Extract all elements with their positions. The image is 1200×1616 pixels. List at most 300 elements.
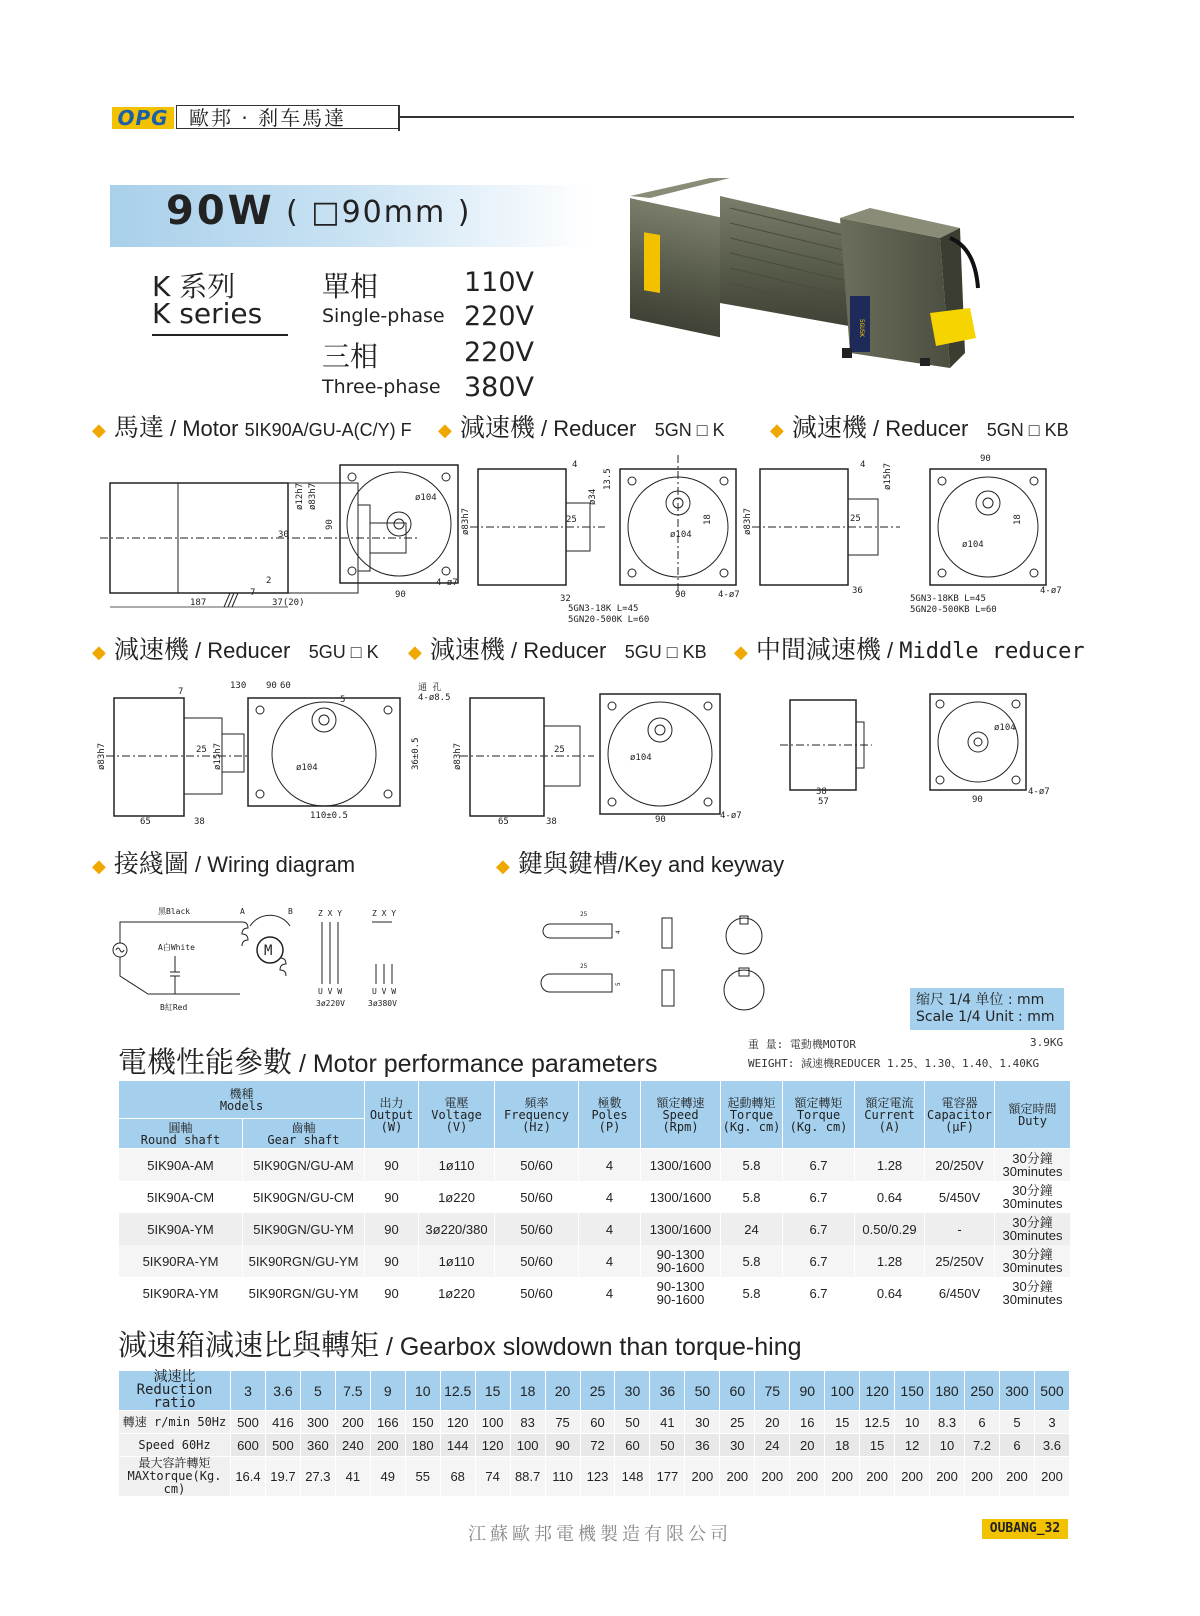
gear-cell: 15 <box>475 1371 510 1411</box>
voltage-220-three: 220V <box>464 337 535 368</box>
gear-cell: 83 <box>510 1411 545 1434</box>
dim-90-kb: 90 <box>980 454 991 464</box>
gear-cell: 110 <box>545 1457 580 1497</box>
gear-cell: 36 <box>650 1371 685 1411</box>
series-underline <box>152 334 288 336</box>
dim-2: 2 <box>266 576 272 586</box>
perf-cell: 90 <box>365 1213 419 1245</box>
perf-cell: 90-1300 90-1600 <box>641 1277 721 1309</box>
weight-motor-value: 3.9KG <box>1030 1036 1064 1049</box>
perf-cell: 5.8 <box>721 1181 783 1213</box>
perf-cell: 5.8 <box>721 1245 783 1277</box>
dim-90-mid: 90 <box>972 795 983 805</box>
gear-cell: 166 <box>370 1411 405 1434</box>
gear-cell: 200 <box>965 1457 1000 1497</box>
gear-cell: 36 <box>685 1434 720 1457</box>
dim-104-kb: ø104 <box>962 540 984 550</box>
perf-cell: 6/450V <box>925 1277 995 1309</box>
perf-cell: 4 <box>579 1149 641 1182</box>
power-title: 90W <box>166 188 275 234</box>
dim-104-gukb: ø104 <box>630 753 652 763</box>
perf-cell: 4 <box>579 1245 641 1277</box>
wire-b: B <box>288 907 293 916</box>
gear-cell: 50 <box>650 1434 685 1457</box>
gear-cell: 90 <box>790 1371 825 1411</box>
wiring-uvw-2: U V W <box>372 987 397 996</box>
gear-cell: 200 <box>860 1457 895 1497</box>
perf-cell: 50/60 <box>495 1277 579 1309</box>
diamond-bullet-icon: ◆ <box>438 420 452 440</box>
reducer-5gukb-heading: ◆ 減速機 / Reducer 5GU □ KB <box>408 635 707 664</box>
frame-size: ( □90mm ) <box>286 195 472 230</box>
gear-cell: 74 <box>475 1457 510 1497</box>
perf-cell: 90 <box>365 1245 419 1277</box>
gear-cell: 25 <box>720 1411 755 1434</box>
dim-65-kb: 65 <box>498 817 509 827</box>
perf-cell: 90 <box>365 1277 419 1309</box>
dim-4-7-kb: 4-ø7 <box>1040 586 1062 596</box>
perf-cell: 5IK90RGN/GU-YM <box>243 1245 365 1277</box>
dim-18-kb: 18 <box>1013 514 1023 525</box>
gear-cell: 3.6 <box>265 1371 300 1411</box>
dim-110: 110±0.5 <box>310 811 348 821</box>
wire-black: 黑Black <box>158 907 191 916</box>
gear-cell: 75 <box>755 1371 790 1411</box>
perf-cell: 5/450V <box>925 1181 995 1213</box>
perf-cell: 0.64 <box>855 1277 925 1309</box>
gear-cell: 200 <box>720 1457 755 1497</box>
gear-cell: 200 <box>335 1411 370 1434</box>
perf-cell: 1300/1600 <box>641 1213 721 1245</box>
dim-25-gukb: 25 <box>554 745 565 755</box>
diamond-bullet-icon: ◆ <box>770 420 784 440</box>
series-zh: K 系列 <box>152 270 236 303</box>
performance-table <box>118 1080 1071 1309</box>
perf-cell: 4 <box>579 1213 641 1245</box>
gear-cell: 300 <box>999 1371 1034 1411</box>
gear-cell: 55 <box>405 1457 440 1497</box>
perf-row <box>119 1245 1071 1277</box>
gear-cell: 5 <box>999 1411 1034 1434</box>
motor-symbol: M <box>264 943 273 959</box>
diamond-bullet-icon: ◆ <box>734 642 748 662</box>
perf-cell: 1.28 <box>855 1149 925 1182</box>
gear-cell: 180 <box>405 1434 440 1457</box>
gear-cell: 60 <box>720 1371 755 1411</box>
perf-duty-cell: 30分鐘 30minutes <box>995 1213 1071 1245</box>
dim-60: 60 <box>280 681 291 691</box>
gear-cell: 6 <box>999 1434 1034 1457</box>
dim-38-mid: 38 <box>816 787 827 797</box>
gear-cell: 60 <box>580 1411 615 1434</box>
voltage-110: 110V <box>464 267 535 298</box>
page-header-title: 歐邦 · 刹车馬達 <box>176 105 398 129</box>
perf-cell: 1300/1600 <box>641 1149 721 1182</box>
motor-label-text: 5GU5K <box>858 318 865 338</box>
gear-cell: 75 <box>545 1411 580 1434</box>
perf-cell: 5IK90RA-YM <box>119 1277 243 1309</box>
middle-reducer-heading: ◆ 中間減速機 / Middle reducer <box>734 635 1085 664</box>
gear-row-speed50 <box>119 1411 1070 1434</box>
key-25-a: 25 <box>580 911 588 918</box>
wiring-uvw-1: U V W <box>318 987 343 996</box>
gear-cell: 150 <box>895 1371 930 1411</box>
perf-row <box>119 1149 1071 1182</box>
perf-cell: 5IK90GN/GU-YM <box>243 1213 365 1245</box>
page-number: OUBANG_32 <box>982 1519 1068 1539</box>
gn-kb-note2: 5GN20-500KB L=60 <box>910 605 997 615</box>
gear-cell: 9 <box>370 1371 405 1411</box>
gear-cell: 27.3 <box>300 1457 335 1497</box>
dim-36-05: 36±0.5 <box>411 737 421 770</box>
gear-cell: 300 <box>300 1411 335 1434</box>
perf-cell: 20/250V <box>925 1149 995 1182</box>
gear-cell: 177 <box>650 1457 685 1497</box>
dim-30: 30 <box>278 530 289 540</box>
dim-25-kb: 25 <box>850 514 861 524</box>
gear-cell: 12 <box>895 1434 930 1457</box>
gear-cell: 200 <box>755 1457 790 1497</box>
key-keyway-drawing <box>540 908 820 1018</box>
performance-title: 電機性能參數 / Motor performance parameters <box>118 1045 658 1079</box>
perf-cell: 0.64 <box>855 1181 925 1213</box>
gear-cell: 30 <box>720 1434 755 1457</box>
dim-5: 5 <box>340 695 346 705</box>
perf-cell: 6.7 <box>783 1245 855 1277</box>
dim-90-gu: 90 <box>266 681 277 691</box>
dim-4-kb: 4 <box>860 460 866 470</box>
gear-cell: 100 <box>510 1434 545 1457</box>
diamond-bullet-icon: ◆ <box>92 642 106 662</box>
dim-7-gu: 7 <box>178 687 184 697</box>
gear-cell: 10 <box>895 1411 930 1434</box>
gear-cell: 6 <box>965 1411 1000 1434</box>
col-capacitor: 電容器 Capacitor (μF) <box>925 1081 995 1149</box>
gear-cell: 30 <box>685 1411 720 1434</box>
perf-duty-cell: 30分鐘 30minutes <box>995 1181 1071 1213</box>
dim-104-gu: ø104 <box>296 763 318 773</box>
dim-4-7-mid: 4-ø7 <box>1028 787 1050 797</box>
gear-row-ratios <box>119 1371 1070 1411</box>
gear-cell: 50 <box>685 1371 720 1411</box>
gear-cell: 150 <box>405 1411 440 1434</box>
weight-reducer: WEIGHT: 減速機REDUCER 1.25、1.30、1.40、1.40KG <box>748 1057 1040 1070</box>
dim-25-gu: 25 <box>196 745 207 755</box>
perf-cell: 5IK90A-AM <box>119 1149 243 1182</box>
gear-cell: 19.7 <box>265 1457 300 1497</box>
gear-cell: 123 <box>580 1457 615 1497</box>
gear-cell: 148 <box>615 1457 650 1497</box>
perf-cell: 5IK90GN/GU-CM <box>243 1181 365 1213</box>
wiring-380v: 3ø380V <box>368 999 397 1008</box>
dim-36: 36 <box>852 586 863 596</box>
perf-row <box>119 1181 1071 1213</box>
perf-duty-cell: 30分鐘 30minutes <box>995 1277 1071 1309</box>
reducer-5guk-heading: ◆ 減速機 / Reducer 5GU □ K <box>92 635 379 664</box>
gear-cell: 5 <box>300 1371 335 1411</box>
dim-104-r1: ø104 <box>670 530 692 540</box>
gear-cell: 68 <box>440 1457 475 1497</box>
perf-cell: 4 <box>579 1277 641 1309</box>
perf-cell: 5.8 <box>721 1149 783 1182</box>
weight-motor-label: 重 量: 電動機MOTOR <box>748 1038 856 1051</box>
perf-cell: 5IK90GN/GU-AM <box>243 1149 365 1182</box>
gear-cell: 15 <box>860 1434 895 1457</box>
gear-cell: 200 <box>1034 1457 1069 1497</box>
single-phase-zh: 單相 <box>322 270 379 303</box>
header-rule <box>398 116 1074 118</box>
perf-cell: 5IK90RGN/GU-YM <box>243 1277 365 1309</box>
gear-cell: 144 <box>440 1434 475 1457</box>
wiring-220v: 3ø220V <box>316 999 345 1008</box>
wiring-zxy-1: Z X Y <box>318 909 343 918</box>
wire-white: A白White <box>158 943 195 952</box>
perf-cell: - <box>925 1213 995 1245</box>
gear-cell: 24 <box>755 1434 790 1457</box>
gear-cell: 200 <box>790 1457 825 1497</box>
three-phase-zh: 三相 <box>322 340 379 373</box>
gear-cell: 200 <box>999 1457 1034 1497</box>
gear-label: 減速比 Reduction ratio <box>119 1371 231 1411</box>
diamond-bullet-icon: ◆ <box>92 856 106 876</box>
hole-note: 4-ø8.5 <box>418 693 451 703</box>
dim-25: 25 <box>566 515 577 525</box>
gear-cell: 18 <box>510 1371 545 1411</box>
gear-cell: 72 <box>580 1434 615 1457</box>
gear-cell: 120 <box>475 1434 510 1457</box>
perf-row <box>119 1277 1071 1309</box>
scale-unit-box <box>910 988 1064 1030</box>
gear-cell: 8.3 <box>930 1411 965 1434</box>
perf-cell: 6.7 <box>783 1277 855 1309</box>
wiring-heading: ◆ 接綫圖 / Wiring diagram <box>92 849 356 878</box>
dim-104-mid: ø104 <box>994 723 1016 733</box>
gearbox-title: 減速箱減速比與轉矩 / Gearbox slowdown than torque-hing <box>118 1328 802 1362</box>
perf-cell: 0.50/0.29 <box>855 1213 925 1245</box>
dim-38-kb: 38 <box>546 817 557 827</box>
dim-83h7-gukb: ø83h7 <box>453 742 463 770</box>
gear-cell: 7.5 <box>335 1371 370 1411</box>
perf-cell: 1.28 <box>855 1245 925 1277</box>
dim-13-5: 13.5 <box>603 468 613 490</box>
gear-cell: 41 <box>650 1411 685 1434</box>
reducer-5gnk-heading: ◆ 減速機 / Reducer 5GN □ K <box>438 413 725 442</box>
perf-cell: 90 <box>365 1181 419 1213</box>
reducer-5gnkb-heading: ◆ 減速機 / Reducer 5GN □ KB <box>770 413 1069 442</box>
gear-cell: 416 <box>265 1411 300 1434</box>
perf-cell: 6.7 <box>783 1149 855 1182</box>
gear-cell: 200 <box>895 1457 930 1497</box>
gear-row-torque <box>119 1457 1070 1497</box>
gearbox-ratio-table <box>118 1370 1070 1497</box>
col-speed: 額定轉速 Speed (Rpm) <box>641 1081 721 1149</box>
scale-line-en: Scale 1/4 Unit : mm <box>916 1009 1055 1025</box>
dim-38: 38 <box>194 817 205 827</box>
perf-duty-cell: 30分鐘 30minutes <box>995 1245 1071 1277</box>
gear-cell: 3.6 <box>1034 1434 1069 1457</box>
perf-cell: 1ø220 <box>419 1277 495 1309</box>
gear-cell: 10 <box>405 1371 440 1411</box>
perf-cell: 5.8 <box>721 1277 783 1309</box>
perf-cell: 1ø110 <box>419 1245 495 1277</box>
technical-drawings-row1 <box>100 455 1090 645</box>
single-phase-en: Single-phase <box>322 305 445 327</box>
dim-83h7-gu: ø83h7 <box>97 742 107 770</box>
perf-cell: 25/250V <box>925 1245 995 1277</box>
dim-34: ø34 <box>588 488 598 505</box>
perf-cell: 5IK90A-YM <box>119 1213 243 1245</box>
hole-note-zh: 通 孔 <box>418 683 442 693</box>
dim-4: 4 <box>572 460 578 470</box>
gear-cell: 200 <box>370 1434 405 1457</box>
key-5: 5 <box>615 982 622 986</box>
dim-90-h: 90 <box>395 590 406 600</box>
gear-cell: 50 <box>615 1411 650 1434</box>
perf-cell: 3ø220/380 <box>419 1213 495 1245</box>
dim-37: 37(20) <box>272 598 305 608</box>
col-frequency: 頻率 Frequency (Hz) <box>495 1081 579 1149</box>
perf-cell: 5IK90A-CM <box>119 1181 243 1213</box>
dim-83h7-kb: ø83h7 <box>743 507 753 535</box>
voltage-220-single: 220V <box>464 301 535 332</box>
gn-k-note2: 5GN20-500K L=60 <box>568 615 650 625</box>
gear-cell: 120 <box>860 1371 895 1411</box>
dim-90-v: 90 <box>325 519 335 530</box>
diamond-bullet-icon: ◆ <box>408 642 422 662</box>
perf-cell: 6.7 <box>783 1181 855 1213</box>
dim-32: 32 <box>560 594 571 604</box>
col-output: 出力 Output (W) <box>365 1081 419 1149</box>
gear-cell: 49 <box>370 1457 405 1497</box>
gear-label: 最大容許轉矩 MAXtorque(Kg. cm) <box>119 1457 231 1497</box>
gear-cell: 88.7 <box>510 1457 545 1497</box>
gear-cell: 20 <box>790 1434 825 1457</box>
wiring-zxy-2: Z X Y <box>372 909 397 918</box>
wire-red: B紅Red <box>160 1003 188 1012</box>
dim-15h7: ø15h7 <box>883 462 893 490</box>
three-phase-en: Three-phase <box>322 376 441 398</box>
gear-cell: 90 <box>545 1434 580 1457</box>
key-4: 4 <box>615 930 622 934</box>
gear-cell: 200 <box>685 1457 720 1497</box>
gear-cell: 20 <box>755 1411 790 1434</box>
company-name: 江蘇歐邦電機製造有限公司 <box>468 1524 732 1545</box>
gear-cell: 240 <box>335 1434 370 1457</box>
gear-cell: 10 <box>930 1434 965 1457</box>
gear-cell: 7.2 <box>965 1434 1000 1457</box>
col-gear-shaft: 齒軸 Gear shaft <box>243 1119 365 1149</box>
col-round-shaft: 圓軸 Round shaft <box>119 1119 243 1149</box>
gear-cell: 100 <box>475 1411 510 1434</box>
col-voltage: 電壓 Voltage (V) <box>419 1081 495 1149</box>
gear-cell: 100 <box>825 1371 860 1411</box>
gear-cell: 16.4 <box>231 1457 266 1497</box>
dim-4-7-r1: 4-ø7 <box>718 590 740 600</box>
gear-cell: 500 <box>265 1434 300 1457</box>
gear-label: Speed 60Hz <box>119 1434 231 1457</box>
dim-18: 18 <box>703 514 713 525</box>
gear-cell: 20 <box>545 1371 580 1411</box>
gear-cell: 500 <box>231 1411 266 1434</box>
voltage-380: 380V <box>464 372 535 403</box>
col-current: 額定電流 Current (A) <box>855 1081 925 1149</box>
diamond-bullet-icon: ◆ <box>496 856 510 876</box>
dim-83h7: ø83h7 <box>308 482 318 510</box>
gear-cell: 12.5 <box>860 1411 895 1434</box>
gear-cell: 60 <box>615 1434 650 1457</box>
col-rated-torque: 額定轉矩 Torque (Kg. cm) <box>783 1081 855 1149</box>
gear-cell: 16 <box>790 1411 825 1434</box>
gear-cell: 600 <box>231 1434 266 1457</box>
key-25-b: 25 <box>580 963 588 970</box>
diamond-bullet-icon: ◆ <box>92 420 106 440</box>
perf-cell: 6.7 <box>783 1213 855 1245</box>
dim-4-7-gukb: 4-ø7 <box>720 811 742 821</box>
perf-duty-cell: 30分鐘 30minutes <box>995 1149 1071 1182</box>
series-en: K series <box>152 297 263 330</box>
col-start-torque: 起動轉矩 Torque (Kg. cm) <box>721 1081 783 1149</box>
wire-a: A <box>240 907 245 916</box>
gear-cell: 200 <box>825 1457 860 1497</box>
perf-cell: 90-1300 90-1600 <box>641 1245 721 1277</box>
gear-row-speed60 <box>119 1434 1070 1457</box>
gear-cell: 30 <box>615 1371 650 1411</box>
gn-kb-note1: 5GN3-18KB L=45 <box>910 594 986 604</box>
gn-k-note1: 5GN3-18K L=45 <box>568 604 639 614</box>
gear-cell: 41 <box>335 1457 370 1497</box>
dim-90-gukb: 90 <box>655 815 666 825</box>
perf-cell: 90 <box>365 1149 419 1182</box>
gear-label: 轉速 r/min 50Hz <box>119 1411 231 1434</box>
technical-drawings-row2 <box>97 681 1090 840</box>
gear-cell: 180 <box>930 1371 965 1411</box>
gear-cell: 3 <box>1034 1411 1069 1434</box>
dim-15h7-gu: ø15h7 <box>213 742 223 770</box>
col-models: 機種 Models <box>119 1081 365 1119</box>
gear-cell: 200 <box>930 1457 965 1497</box>
perf-cell: 24 <box>721 1213 783 1245</box>
gear-cell: 500 <box>1034 1371 1069 1411</box>
perf-cell: 4 <box>579 1181 641 1213</box>
gear-cell: 25 <box>580 1371 615 1411</box>
motor-heading: ◆ 馬達 / Motor 5IK90A/GU-A(C/Y) F <box>92 413 412 442</box>
dim-104: ø104 <box>415 493 437 503</box>
header-divider <box>398 105 400 131</box>
motor-product-photo <box>620 168 980 378</box>
gear-cell: 18 <box>825 1434 860 1457</box>
dim-187: 187 <box>190 598 207 608</box>
gear-cell: 3 <box>231 1371 266 1411</box>
gear-cell: 120 <box>440 1411 475 1434</box>
perf-cell: 1ø110 <box>419 1149 495 1182</box>
perf-cell: 5IK90RA-YM <box>119 1245 243 1277</box>
dim-7: 7 <box>250 588 256 598</box>
perf-cell: 1300/1600 <box>641 1181 721 1213</box>
brand-logo: OPG <box>112 107 174 129</box>
perf-row <box>119 1213 1071 1245</box>
gear-cell: 12.5 <box>440 1371 475 1411</box>
wiring-diagram <box>110 906 430 1016</box>
perf-cell: 1ø220 <box>419 1181 495 1213</box>
col-duty: 額定時間 Duty <box>995 1081 1071 1149</box>
perf-cell: 50/60 <box>495 1149 579 1182</box>
dim-130: 130 <box>230 681 247 691</box>
perf-cell: 50/60 <box>495 1213 579 1245</box>
perf-cell: 50/60 <box>495 1245 579 1277</box>
key-heading: ◆ 鍵與鍵槽/Key and keyway <box>496 849 785 878</box>
dim-57: 57 <box>818 797 829 807</box>
dim-83h7-r1: ø83h7 <box>461 507 471 535</box>
